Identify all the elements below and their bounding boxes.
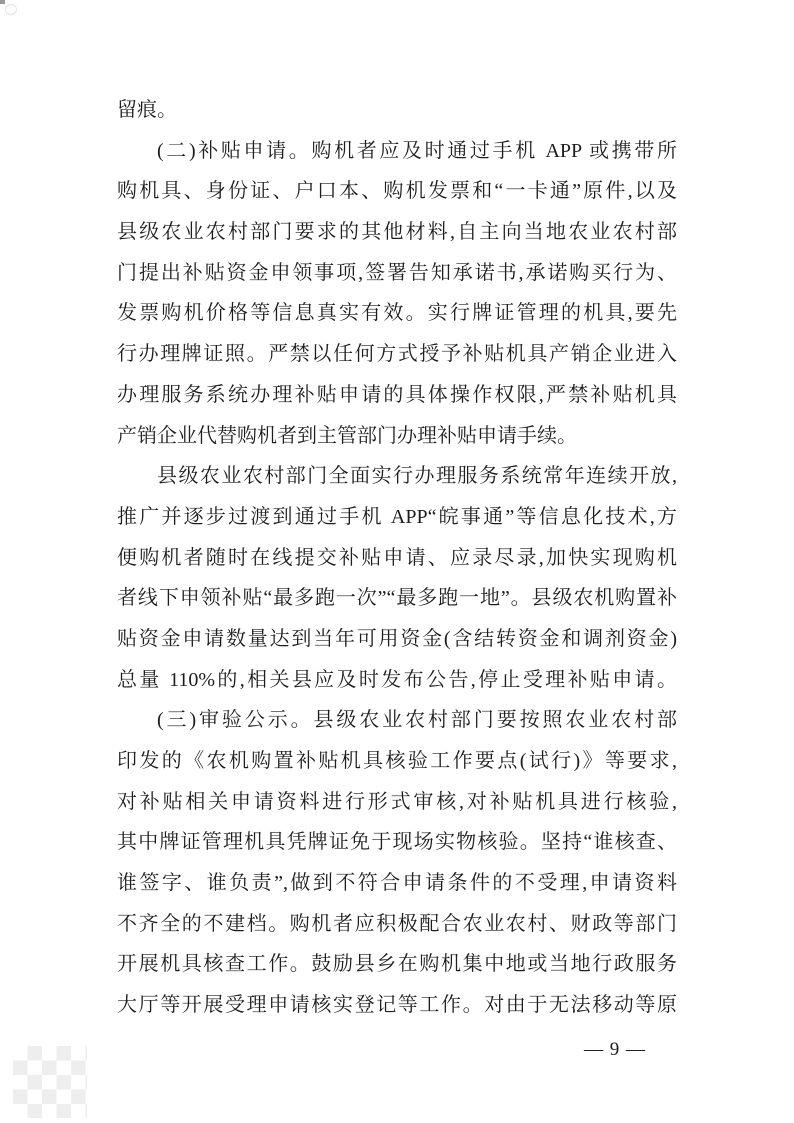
text-line: 门提出补贴资金申领事项,签署告知承诺书,承诺购买行为、 xyxy=(117,261,677,284)
text-line: 县级农业农村部门要求的其他材料,自主向当地农业农村部 xyxy=(117,221,677,244)
text-line: 县级农业农村部门全面实行办理服务系统常年连续开放, xyxy=(157,465,677,488)
text-line: 大厅等开展受理申请核实登记等工作。对由于无法移动等原 xyxy=(117,994,677,1017)
text-line: 发票购机价格等信息真实有效。实行牌证管理的机具,要先 xyxy=(117,302,677,325)
text-line: 者线下申领补贴“最多跑一次”“最多跑一地”。县级农机购置补 xyxy=(117,587,677,610)
text-line: (二)补贴申请。购机者应及时通过手机 APP 或携带所 xyxy=(157,139,677,162)
scan-artifact-speck xyxy=(0,0,5,4)
text-line: 产销企业代替购机者到主管部门办理补贴申请手续。 xyxy=(117,424,577,447)
text-line: 不齐全的不建档。购机者应积极配合农业农村、财政等部门 xyxy=(117,912,677,935)
text-line: 行办理牌证照。严禁以任何方式授予补贴机具产销企业进入 xyxy=(117,343,677,366)
text-line: 其中牌证管理机具凭牌证免于现场实物核验。坚持“谁核查、 xyxy=(117,831,677,854)
text-line: 便购机者随时在线提交补贴申请、应录尽录,加快实现购机 xyxy=(117,546,677,569)
text-line: 推广并逐步过渡到通过手机 APP“皖事通”等信息化技术,方 xyxy=(117,505,677,528)
text-line: 开展机具核查工作。鼓励县乡在购机集中地或当地行政服务 xyxy=(117,953,677,976)
text-line: 总量 110%的,相关县应及时发布公告,停止受理补贴申请。 xyxy=(117,668,677,691)
text-line: 谁签字、谁负责”,做到不符合申请条件的不受理,申请资料 xyxy=(117,872,677,895)
text-line: 办理服务系统办理补贴申请的具体操作权限,严禁补贴机具 xyxy=(117,383,677,406)
page-number: — 9 — xyxy=(584,1039,646,1060)
text-line: 印发的《农机购置补贴机具核验工作要点(试行)》等要求, xyxy=(117,750,677,772)
text-line: 购机具、身份证、户口本、购机发票和“一卡通”原件,以及 xyxy=(117,180,677,203)
document-body-text xyxy=(117,90,677,1026)
scan-artifact-checkerboard xyxy=(13,1046,87,1118)
text-line: 留痕。 xyxy=(117,99,177,121)
text-line: (三)审验公示。县级农业农村部门要按照农业农村部 xyxy=(157,709,677,732)
scan-artifact-ring xyxy=(5,4,17,15)
text-line: 贴资金申请数量达到当年可用资金(含结转资金和调剂资金) xyxy=(117,627,677,650)
text-line: 对补贴相关申请资料进行形式审核,对补贴机具进行核验, xyxy=(117,790,677,813)
